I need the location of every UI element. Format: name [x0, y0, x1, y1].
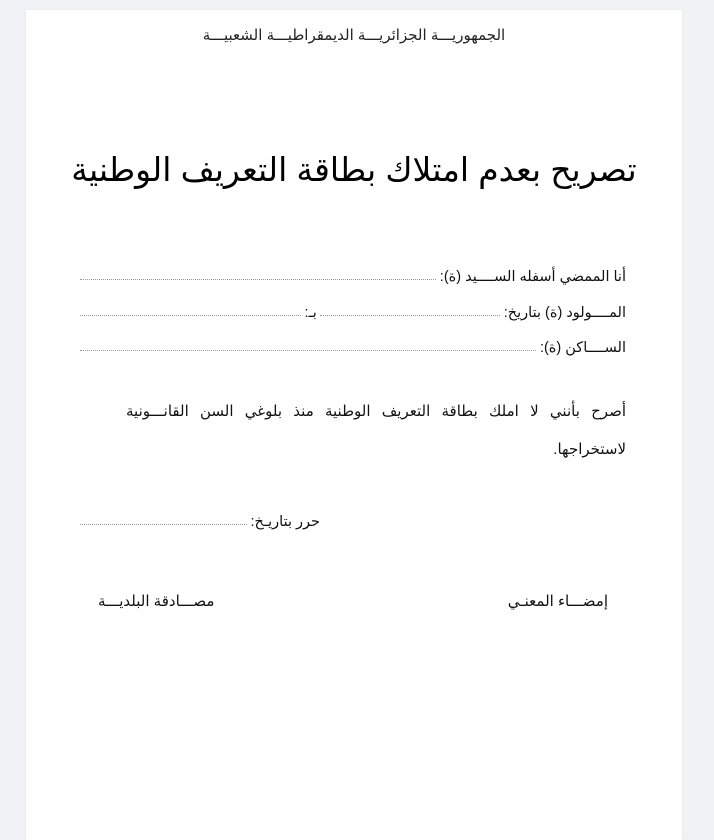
date-row [80, 514, 320, 530]
field-name-row [80, 263, 626, 285]
field-name-label: أنا الممضي أسفله الســــيد (ة): [439, 269, 626, 285]
field-residence-row [80, 334, 626, 356]
signature-person-label: إمضـــاء المعنـي [507, 593, 608, 610]
field-birthdate-label: المــــولود (ة) بتاريخ: [503, 305, 626, 321]
field-birth-row [80, 299, 626, 321]
document-page [26, 10, 682, 840]
field-birthdate-input[interactable] [320, 315, 500, 316]
field-name-input[interactable] [80, 279, 436, 280]
date-label: حرر بتاريـخ: [250, 514, 320, 530]
date-input[interactable] [80, 524, 247, 525]
field-birthplace-label: بـ: [304, 305, 317, 321]
field-residence-input[interactable] [80, 350, 536, 351]
republic-header: الجمهوريـــة الجزائريـــة الديمقراطيـــة الشعبيـــة [202, 27, 506, 44]
declaration-text: أصرح بأنني لا املك بطاقة التعريف الوطنية منذ بلوغي السن القانـــونية لاستخراجها. [126, 403, 626, 458]
signature-municipality-label: مصـــادقة البلديـــة [98, 593, 215, 610]
field-birthplace-input[interactable] [80, 315, 301, 316]
field-residence-label: الســــاكن (ة): [539, 340, 626, 356]
document-title: تصريح بعدم امتلاك بطاقة التعريف الوطنية [71, 151, 637, 188]
